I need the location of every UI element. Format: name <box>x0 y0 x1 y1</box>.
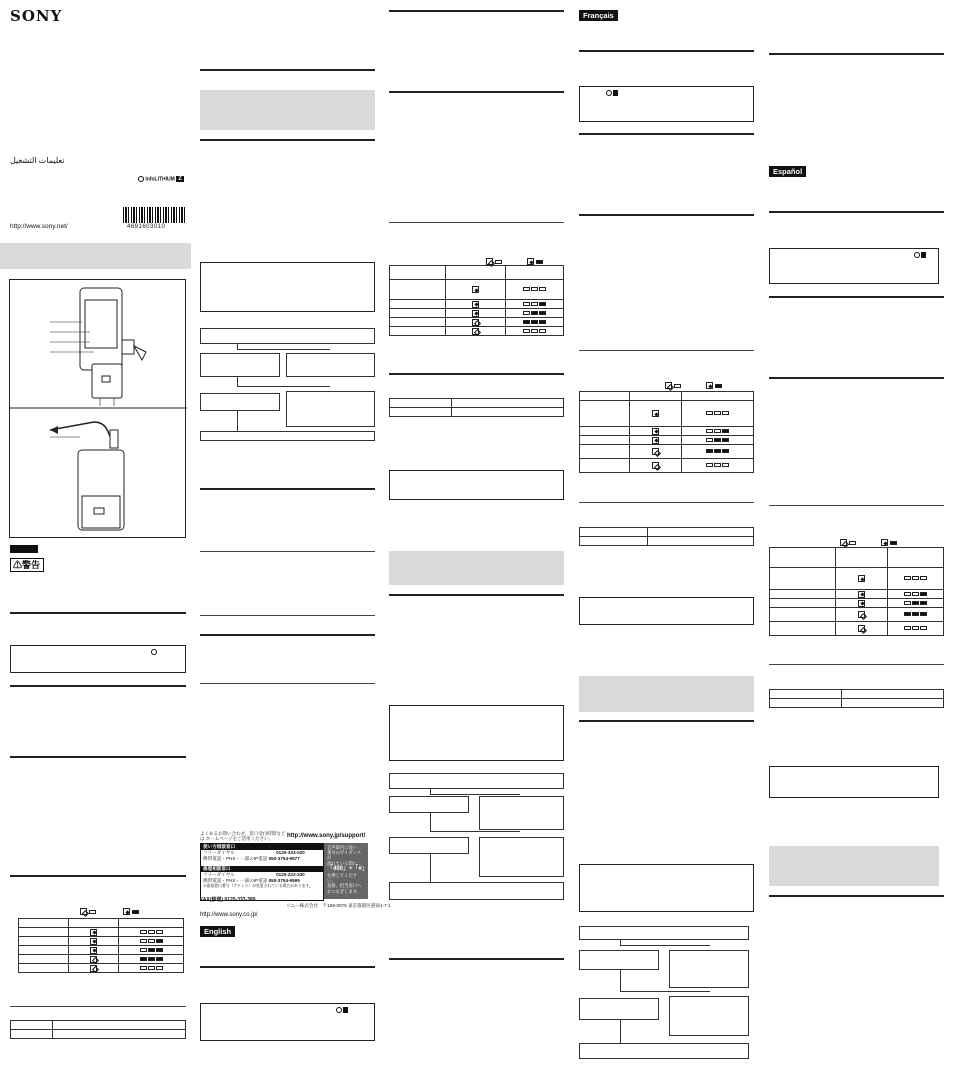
flowchart-start <box>389 773 564 789</box>
jp-support-intro: よくあるお問い合わせ、窓口受付時間などは ホームページをご活用ください。 <box>200 831 286 841</box>
section-rule <box>389 10 564 12</box>
table-row <box>19 928 184 937</box>
section-rule <box>10 612 186 614</box>
section-rule <box>579 350 754 351</box>
section-rule <box>769 53 944 55</box>
table-row <box>390 280 564 300</box>
title-band <box>0 243 191 269</box>
section-rule <box>200 683 375 684</box>
note-box <box>769 248 939 284</box>
note-box <box>769 766 939 798</box>
section-rule <box>10 685 186 687</box>
section-rule <box>200 634 375 636</box>
table-row <box>770 622 944 636</box>
flowchart-end <box>579 1043 749 1059</box>
warning-triangle-icon: ⚠ <box>13 560 23 570</box>
section-rule <box>769 664 944 665</box>
barcode <box>123 207 187 223</box>
lamp-legend <box>80 908 140 915</box>
table-row <box>19 964 184 973</box>
flowchart-step <box>286 391 375 427</box>
note-box <box>200 262 375 312</box>
jp-section1-title: 使い方相談窓口 <box>201 844 323 850</box>
table-row <box>390 300 564 309</box>
title-band <box>389 551 564 585</box>
charge-table <box>389 265 564 336</box>
spec-table <box>579 527 754 546</box>
table-row <box>580 392 754 401</box>
section-rule <box>579 502 754 503</box>
flowchart-step <box>200 353 280 377</box>
jp-section2-free: フリーダイヤル 0120-222-330 <box>203 872 305 877</box>
flowchart-end <box>200 431 375 441</box>
lamp-legend <box>486 258 544 265</box>
warning-block <box>10 558 44 572</box>
section-rule <box>10 756 186 758</box>
flowchart-step <box>479 796 564 830</box>
flowchart-end <box>389 882 564 900</box>
table-row <box>580 427 754 436</box>
note-box <box>579 597 754 625</box>
note-box <box>200 1003 375 1041</box>
flowchart-step <box>200 393 280 411</box>
warning-black-bar <box>10 545 38 553</box>
note-box <box>389 705 564 761</box>
table-row <box>770 699 944 708</box>
table-row <box>390 318 564 327</box>
section-rule <box>389 594 564 596</box>
table-row <box>390 266 564 280</box>
jp-section2-mobile: 携帯電話・PHS・一部のIP電話 050-3754-9599 <box>203 878 300 883</box>
table-row <box>580 401 754 427</box>
jp-support-box <box>200 843 324 901</box>
jp-section1-free: フリーダイヤル 0120-333-020 <box>203 850 305 855</box>
section-rule <box>200 69 375 71</box>
jp-section1-mobile: 携帯電話・PHS・一部のIP電話 050-3754-9577 <box>203 856 300 861</box>
flowchart-step <box>286 353 375 377</box>
note-box <box>10 645 186 673</box>
infolithium-mark <box>151 649 157 655</box>
flowchart-step <box>669 950 749 988</box>
flowchart-step <box>579 998 659 1020</box>
infolithium-mark <box>914 252 926 258</box>
jp-section2-title: 修理相談窓口 <box>201 866 323 872</box>
info-i-icon <box>138 176 144 182</box>
section-rule <box>200 488 375 490</box>
section-rule <box>389 222 564 223</box>
table-row <box>770 690 944 699</box>
table-row <box>11 1021 186 1030</box>
infolithium-mark <box>606 90 618 96</box>
title-band <box>579 676 754 712</box>
product-illustration <box>9 279 186 538</box>
table-row <box>19 919 184 928</box>
section-rule <box>389 91 564 93</box>
jp-company: ソニー株式会社 〒108-0075 東京都港区港南1-7-1 <box>286 903 391 908</box>
flowchart-step <box>389 837 469 854</box>
table-row <box>770 608 944 622</box>
table-row <box>390 399 564 408</box>
jp-fax: FAX(修理) 0120-333-389 <box>200 897 256 903</box>
lamp-legend <box>840 539 898 546</box>
table-row <box>390 309 564 318</box>
website-link[interactable]: http://www.sony.net/ <box>10 223 68 230</box>
flowchart-step <box>389 796 469 813</box>
table-row <box>580 436 754 445</box>
flowchart-start <box>200 328 375 344</box>
section-rule <box>200 139 375 141</box>
table-row <box>770 548 944 568</box>
section-rule <box>10 875 186 877</box>
infolithium-logo <box>138 176 184 182</box>
table-row <box>770 590 944 599</box>
section-rule <box>200 966 375 968</box>
jp-support-url[interactable]: http://www.sony.jp/support/ <box>287 833 366 839</box>
infolithium-mark <box>336 1007 348 1013</box>
section-rule <box>769 296 944 298</box>
table-row <box>580 445 754 459</box>
section-rule <box>579 720 754 722</box>
table-row <box>770 568 944 590</box>
title-band <box>769 846 939 886</box>
note-box <box>579 86 754 122</box>
charge-table <box>579 391 754 473</box>
warning-label: 警告 <box>22 560 41 570</box>
table-row <box>580 459 754 473</box>
table-row <box>580 537 754 546</box>
charge-table <box>18 918 184 973</box>
table-row <box>390 327 564 336</box>
section-rule <box>769 505 944 506</box>
arabic-title: تعليمات التشغيل <box>10 156 65 165</box>
flowchart-start <box>579 926 749 940</box>
section-rule <box>389 373 564 375</box>
infolithium-text: InfoLITHIUM <box>145 176 175 183</box>
section-rule <box>579 214 754 216</box>
sony-logo: SONY <box>10 7 63 25</box>
spec-table <box>10 1020 186 1039</box>
table-row <box>19 946 184 955</box>
table-row <box>19 955 184 964</box>
flowchart-step <box>669 996 749 1036</box>
table-row <box>580 528 754 537</box>
section-rule <box>579 50 754 52</box>
jp-guide-box: 音声案内に従い、 番号のガイダンスが 流れている間に 「400」+「#」 を押してください。 直接、担当窓口へ おつなぎします。 <box>324 843 368 899</box>
english-tag: English <box>200 926 235 937</box>
table-row <box>19 937 184 946</box>
section-rule <box>389 958 564 960</box>
flowchart-step <box>479 837 564 877</box>
spec-table <box>769 689 944 708</box>
barcode-number: 4691603010 <box>127 224 166 230</box>
table-row <box>390 408 564 417</box>
charge-table <box>769 547 944 636</box>
jp-note: ※取扱窓口番号（アドレス）が変更されている場合があります。 <box>203 884 313 888</box>
table-row <box>770 599 944 608</box>
flowchart-step <box>579 950 659 970</box>
section-rule <box>769 895 944 897</box>
section-rule <box>769 377 944 379</box>
french-tag: Français <box>579 10 618 21</box>
spanish-tag: Español <box>769 166 806 177</box>
jp-site[interactable]: http://www.sony.co.jp/ <box>200 912 258 918</box>
title-band <box>200 90 375 130</box>
note-box <box>579 864 754 912</box>
section-rule <box>200 551 375 552</box>
section-rule <box>10 1006 186 1007</box>
spec-table <box>389 398 564 417</box>
infolithium-series: Z <box>178 176 182 183</box>
section-rule <box>769 211 944 213</box>
table-row <box>11 1030 186 1039</box>
section-rule <box>579 133 754 135</box>
lamp-legend <box>665 382 723 389</box>
section-rule <box>200 615 375 616</box>
note-box <box>389 470 564 500</box>
